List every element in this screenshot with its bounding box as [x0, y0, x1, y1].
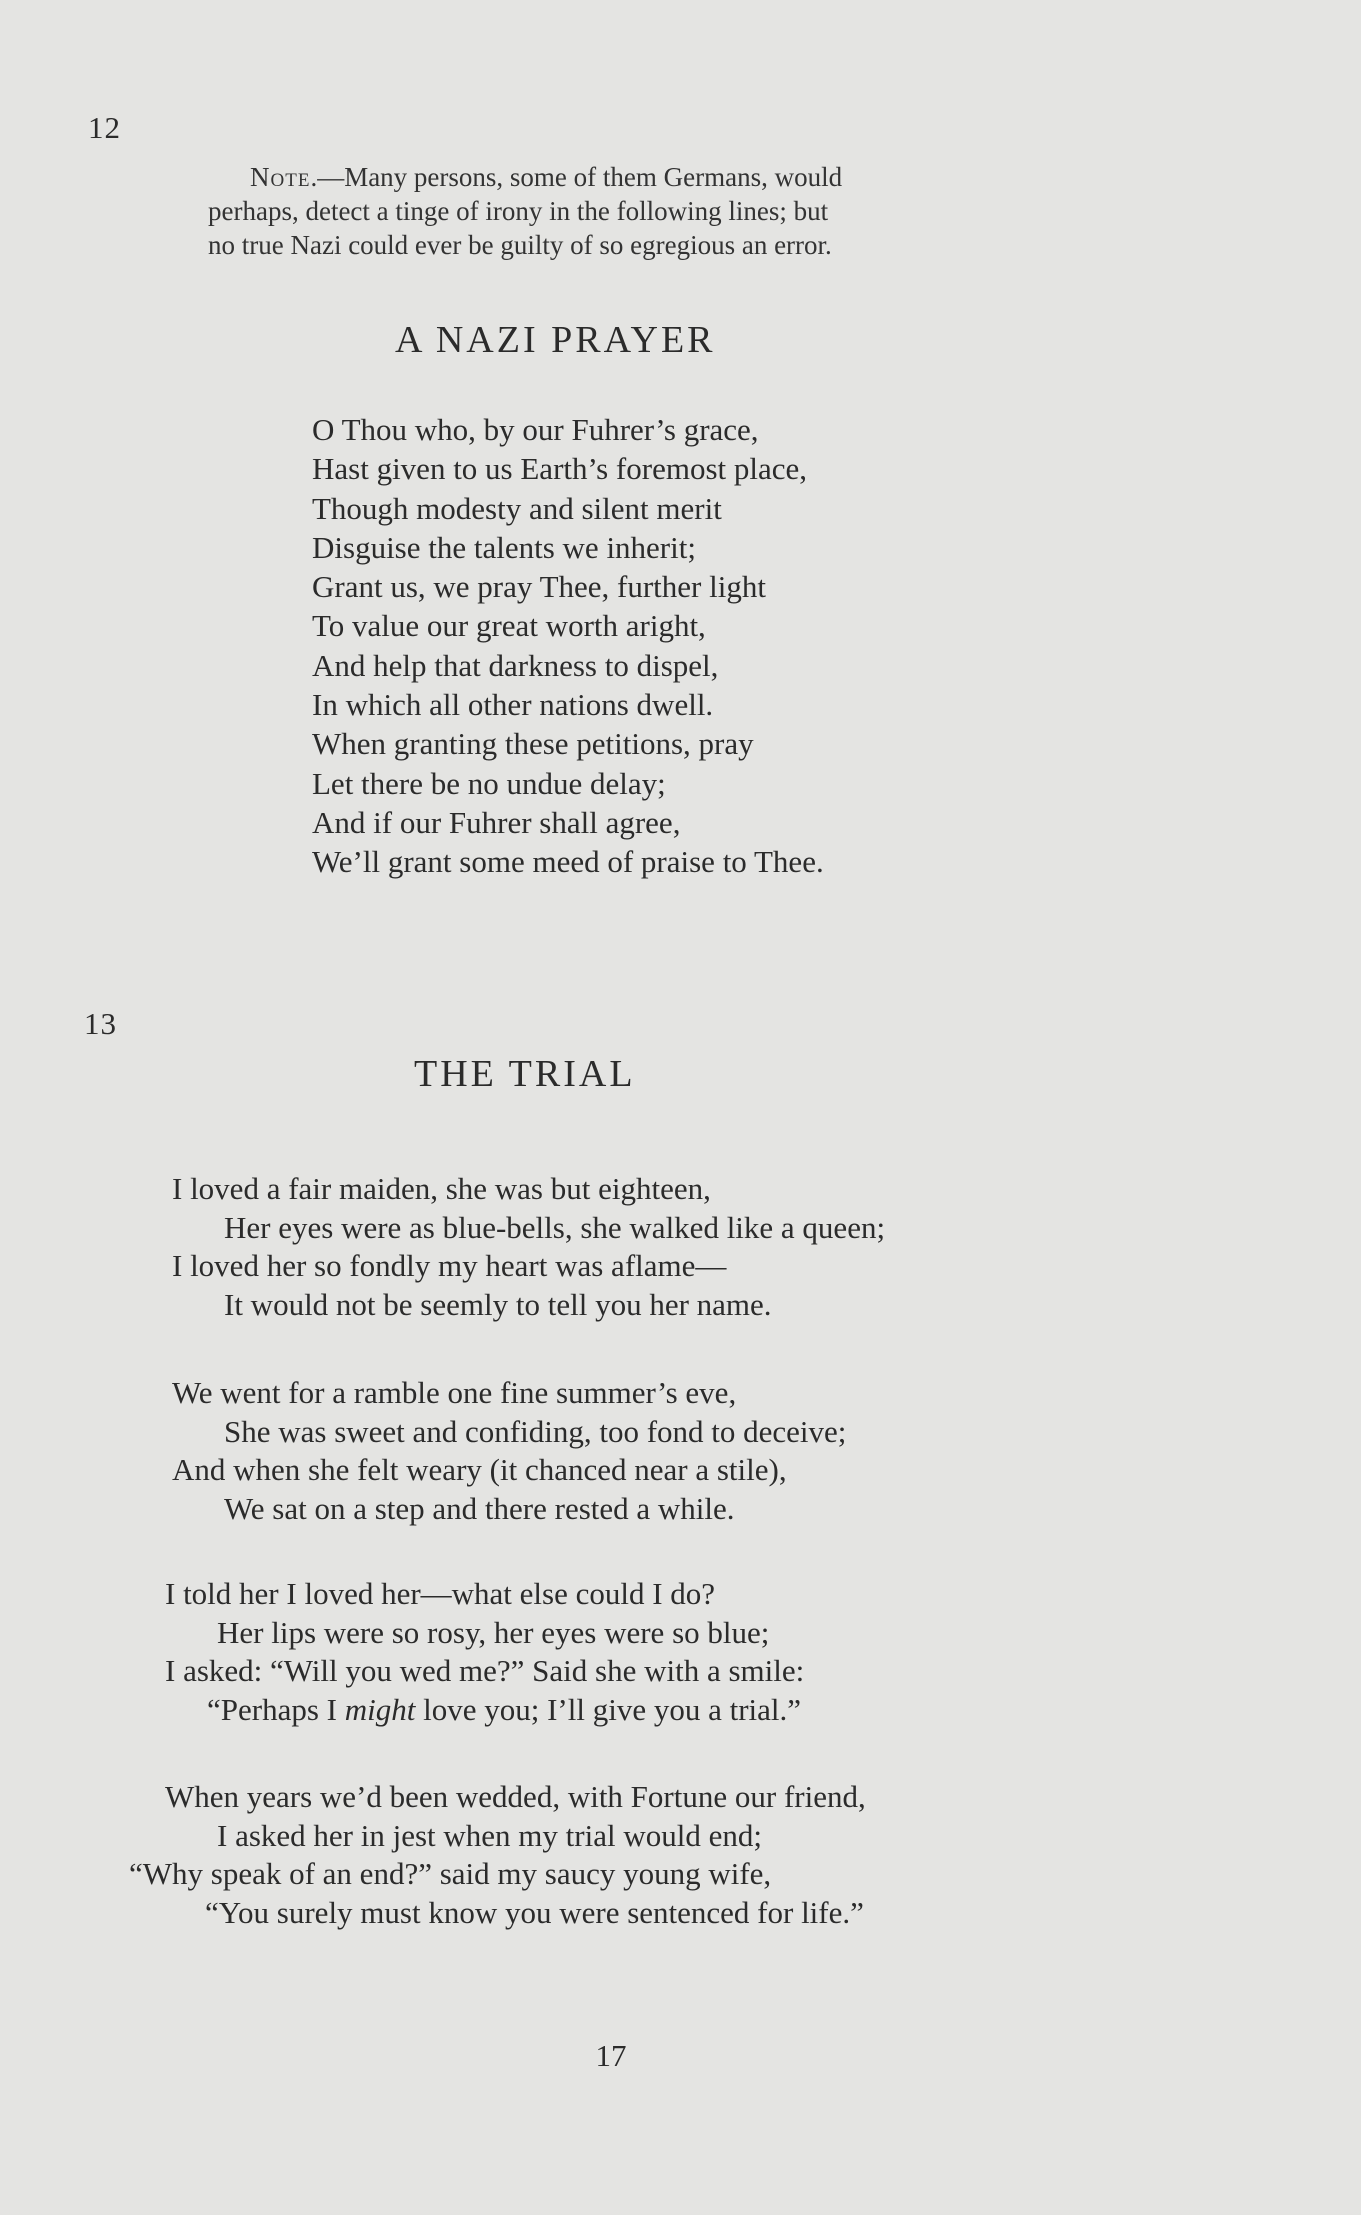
poem-line: And when she felt weary (it chanced near a stile),	[172, 1452, 787, 1487]
note-line: no true Nazi could ever be guilty of so egregious an error.	[208, 230, 832, 260]
stanza-3	[165, 1575, 804, 1729]
poem-nazi-prayer	[312, 410, 824, 882]
poem-line: To value our great worth aright,	[312, 608, 706, 644]
stanza-4	[129, 1778, 866, 1932]
note-label: Note	[250, 162, 311, 192]
poem-line: I loved her so fondly my heart was aflame—	[172, 1248, 727, 1283]
poem-line: I told her I loved her—what else could I do?	[165, 1576, 716, 1611]
poem-line: “You surely must know you were sentenced for life.”	[205, 1894, 864, 1930]
poem-line: Her eyes were as blue-bells, she walked like a queen;	[224, 1209, 886, 1245]
note-line: Note.—Many persons, some of them Germans, would	[250, 162, 843, 192]
stanza-1	[172, 1170, 885, 1324]
poem-line: “Why speak of an end?” said my saucy young wife,	[129, 1856, 772, 1891]
note-line: perhaps, detect a tinge of irony in the following lines; but	[208, 196, 829, 226]
poem-line: And help that darkness to dispel,	[312, 647, 719, 683]
folio-page-number: 17	[595, 2038, 627, 2073]
poem-line: And if our Fuhrer shall agree,	[312, 804, 681, 840]
poem-line: “Perhaps I might love you; I’ll give you a trial.”	[207, 1691, 802, 1727]
poem-line: I asked her in jest when my trial would end;	[217, 1817, 762, 1853]
poem-line: Hast given to us Earth’s foremost place,	[312, 451, 808, 487]
poem-title-trial: THE TRIAL	[414, 1053, 636, 1095]
poem-line: We sat on a step and there rested a while.	[224, 1490, 735, 1526]
poem-line: It would not be seemly to tell you her name.	[224, 1286, 772, 1322]
poem-line: Grant us, we pray Thee, further light	[312, 569, 766, 605]
poem-line: I asked: “Will you wed me?” Said she with a smile:	[165, 1653, 805, 1688]
poem-line: When years we’d been wedded, with Fortune our friend,	[165, 1779, 866, 1814]
poem-line: When granting these petitions, pray	[312, 726, 754, 762]
poem-title-nazi-prayer: A NAZI PRAYER	[395, 319, 716, 361]
poem-line: Let there be no undue delay;	[312, 765, 666, 801]
page-number-top: 12	[88, 110, 121, 145]
editorial-note	[208, 160, 1078, 262]
poem-line: Disguise the talents we inherit;	[312, 529, 696, 565]
poem-line: Though modesty and silent merit	[312, 490, 722, 526]
poem-line: She was sweet and confiding, too fond to deceive;	[224, 1413, 847, 1449]
poem-line: I loved a fair maiden, she was but eighteen,	[172, 1171, 711, 1206]
emphasis-might: might	[344, 1691, 416, 1727]
poem-line: We’ll grant some meed of praise to Thee.	[312, 844, 824, 880]
poem-line: Her lips were so rosy, her eyes were so blue;	[217, 1614, 770, 1650]
poem-line: We went for a ramble one fine summer’s eve,	[172, 1375, 737, 1410]
stanza-2	[172, 1374, 846, 1528]
poem-line: In which all other nations dwell.	[312, 687, 714, 723]
poem-number-trial: 13	[84, 1006, 117, 1041]
poem-line: O Thou who, by our Fuhrer’s grace,	[312, 412, 759, 447]
